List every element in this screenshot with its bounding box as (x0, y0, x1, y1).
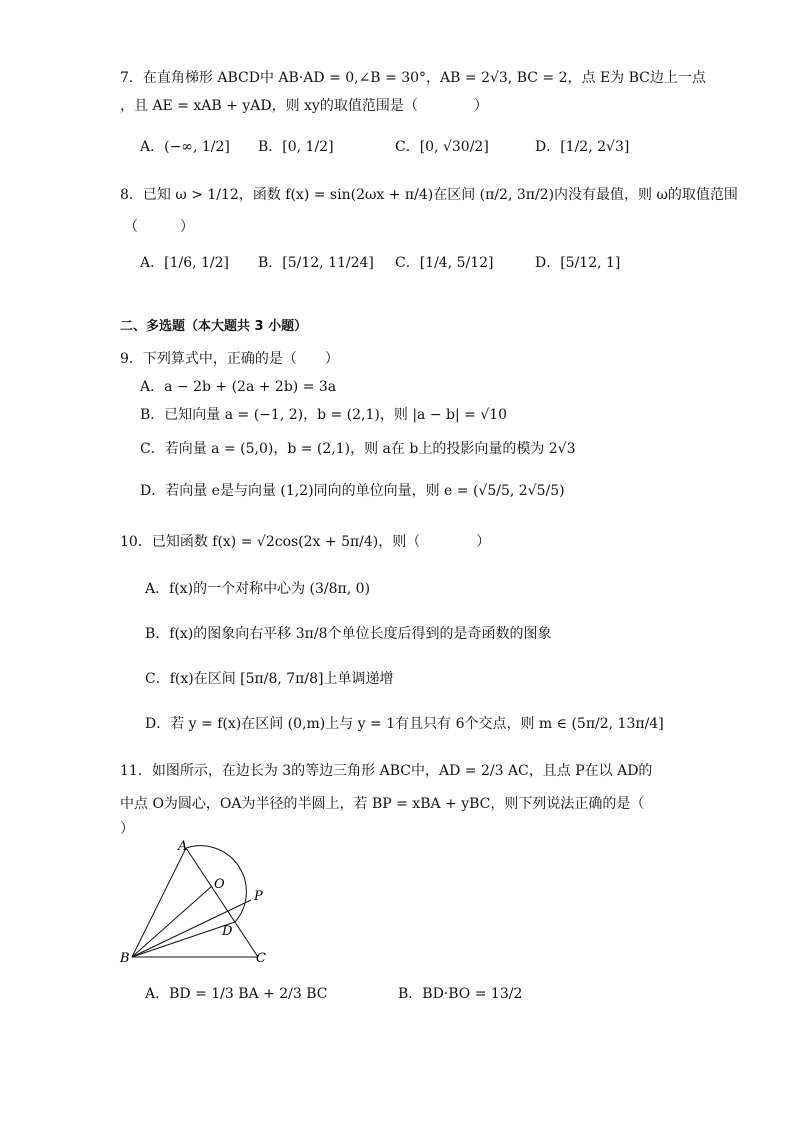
q8-option-d: D．[5/12, 1] (535, 255, 621, 271)
q7-option-a: A．(−∞, 1/2] (140, 139, 230, 155)
q7-option-c: C．[0, √30/2] (395, 139, 489, 155)
q9-option-c: C．若向量 a = (5,0)，b = (2,1)，则 a在 b上的投影向量的模为 2√3 (140, 441, 576, 457)
segment-ac (186, 848, 258, 957)
q10-option-c: C．f(x)在区间 [5π/8, 7π/8]上单调递增 (145, 671, 394, 687)
q9-stem: 9．下列算式中，正确的是（ ） (120, 351, 339, 367)
q9-option-a: A．a − 2b + (2a + 2b) = 3a (140, 379, 337, 395)
q11-option-a: A．BD = 1/3 BA + 2/3 BC (145, 986, 328, 1002)
q7-stem-line2: ，且 AE = xAB + yAD，则 xy的取值范围是（ ） (120, 98, 488, 114)
label-a: A (178, 839, 188, 854)
segment-bp (132, 900, 251, 957)
q9-option-d: D．若向量 e是与向量 (1,2)同向的单位向量，则 e = (√5/5, 2√5/5) (140, 483, 565, 499)
geometry-figure (118, 838, 288, 970)
label-p: P (254, 889, 263, 904)
q8-option-a: A．[1/6, 1/2] (140, 255, 229, 271)
q7-option-d: D．[1/2, 2√3] (535, 139, 630, 155)
label-b: B (120, 951, 130, 966)
section-title: 二、多选题（本大题共 3 小题） (120, 319, 308, 334)
q11-stem-line3: ） (120, 821, 134, 837)
q11-option-b: B．BD·BO = 13/2 (398, 986, 523, 1002)
q11-stem-line1: 11．如图所示，在边长为 3的等边三角形 ABC中，AD = 2/3 AC，且点 P在以 AD的 (120, 763, 653, 779)
q8-option-b: B．[5/12, 11/24] (258, 255, 374, 271)
label-d: D (222, 924, 233, 939)
label-o: O (214, 877, 225, 892)
q8-stem-line2: （ ） (124, 219, 194, 235)
q7-option-b: B．[0, 1/2] (258, 139, 334, 155)
q8-option-c: C．[1/4, 5/12] (395, 255, 494, 271)
q11-stem-line2: 中点 O为圆心，OA为半径的半圆上，若 BP = xBA + yBC，则下列说法正确的是（ (120, 796, 645, 812)
q10-option-b: B．f(x)的图象向右平移 3π/8个单位长度后得到的是奇函数的图象 (145, 626, 552, 642)
segment-bo (132, 886, 212, 957)
segment-ab (132, 848, 186, 957)
q8-stem-line1: 8．已知 ω > 1/12，函数 f(x) = sin(2ωx + π/4)在区间 (π/2, 3π/2)内没有最值，则 ω的取值范围 (120, 187, 738, 203)
q9-option-b: B．已知向量 a = (−1, 2)，b = (2,1)，则 |a − b| = √10 (140, 407, 508, 423)
q7-stem-line1: 7．在直角梯形 ABCD中 AB·AD = 0,∠B = 30°，AB = 2√3, BC = 2，点 E为 BC边上一点 (120, 70, 706, 86)
segment-bd (132, 922, 235, 957)
q10-option-a: A．f(x)的一个对称中心为 (3/8π, 0) (145, 581, 371, 597)
label-c: C (256, 951, 266, 966)
q10-option-d: D．若 y = f(x)在区间 (0,m)上与 y = 1有且只有 6个交点，则 m ∈ (5π/2, 13π/4] (145, 716, 664, 732)
q10-stem: 10．已知函数 f(x) = √2cos(2x + 5π/4)，则（ ） (120, 534, 491, 550)
